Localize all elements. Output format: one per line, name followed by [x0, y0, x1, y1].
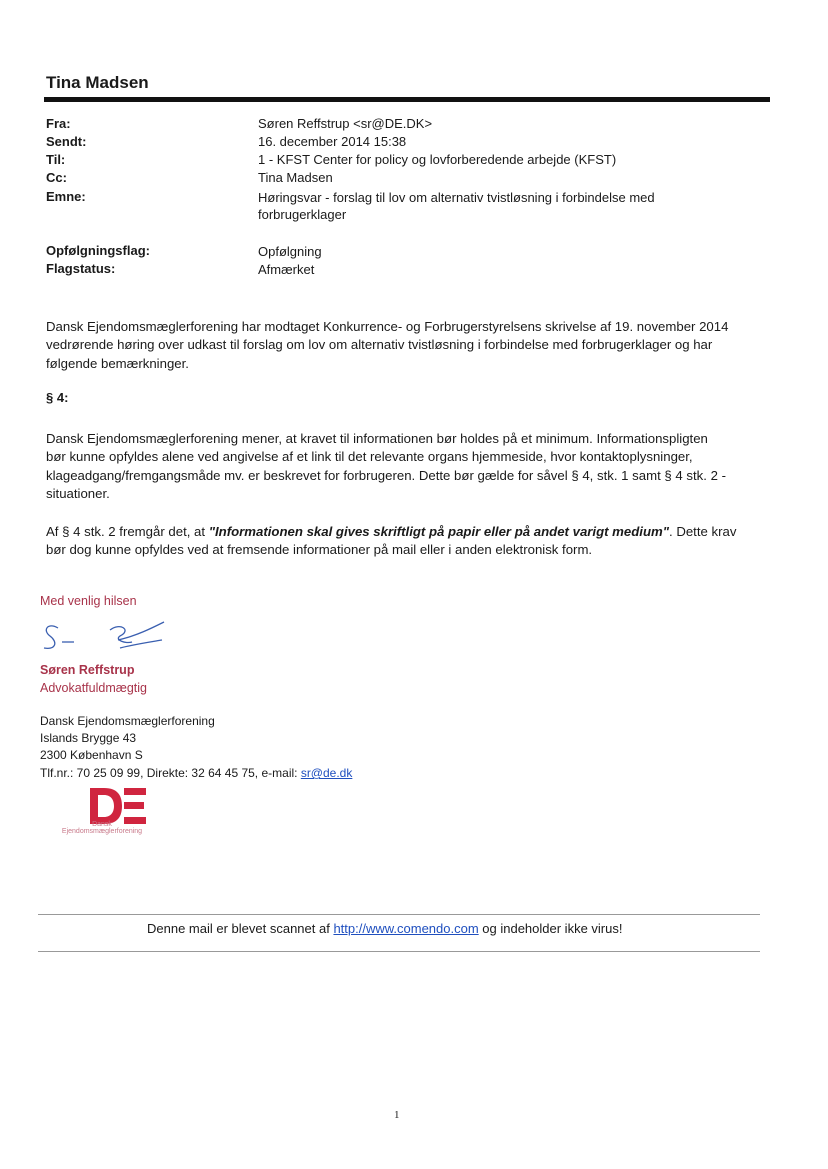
body-paragraph-2	[46, 430, 776, 503]
contact-line	[40, 766, 352, 780]
body-paragraph-1	[46, 318, 776, 373]
sent-label: Sendt:	[46, 134, 87, 149]
city-address: 2300 København S	[40, 748, 143, 762]
scan-notice-post: og indeholder ikke virus!	[478, 921, 623, 936]
text-line	[46, 523, 776, 541]
footer-rule-bottom	[38, 951, 760, 952]
body-paragraph-3	[46, 523, 776, 560]
comendo-link[interactable]: http://www.comendo.com	[333, 921, 479, 936]
subject-value-line1: Høringsvar - forslag til lov om alternativ tvistløsning i forbindelse med	[258, 190, 655, 205]
followup-flag-value: Opfølgning	[258, 244, 322, 259]
scan-notice	[147, 921, 622, 936]
closing-greeting: Med venlig hilsen	[40, 594, 137, 608]
cc-value: Tina Madsen	[258, 170, 333, 185]
handwritten-signature	[40, 616, 170, 660]
street-address: Islands Brygge 43	[40, 731, 137, 745]
flag-status-value: Afmærket	[258, 262, 315, 277]
footer-rule-top	[38, 914, 760, 915]
de-logo-mark	[86, 786, 150, 826]
text-line: følgende bemærkninger.	[46, 355, 189, 371]
subject-label: Emne:	[46, 189, 86, 204]
from-value: Søren Reffstrup <sr@DE.DK>	[258, 116, 433, 131]
sent-value: 16. december 2014 15:38	[258, 134, 407, 149]
text-line: vedrørende høring over udkast til forslag om lov om alternativ tvistløsning i forbindelse med forbrugerklager og har	[46, 337, 713, 353]
text-line: Dansk Ejendomsmæglerforening mener, at kravet til informationen bør holdes på et minimum. Informationspligten	[46, 431, 708, 446]
cc-label: Cc:	[46, 170, 67, 185]
from-label: Fra:	[46, 116, 71, 131]
text-segment: . Dette krav	[669, 524, 737, 539]
text-segment: Af § 4 stk. 2 fremgår det, at	[46, 524, 209, 539]
to-label: Til:	[46, 152, 66, 167]
phone-info: Tlf.nr.: 70 25 09 99, Direkte: 32 64 45 75, e-mail:	[40, 766, 301, 780]
text-line: Dansk Ejendomsmæglerforening har modtaget Konkurrence- og Forbrugerstyrelsens skrivelse af 19. november 2014	[46, 319, 729, 334]
logo-subtitle: Dansk Ejendomsmæglerforening	[61, 821, 143, 835]
followup-flag-label: Opfølgningsflag:	[46, 243, 150, 258]
text-line: bør kunne opfyldes alene ved angivelse af et link til det relevante organs hjemmeside, hvor kontaktoplysninger,	[46, 449, 693, 465]
flag-status-label: Flagstatus:	[46, 261, 116, 276]
to-value: 1 - KFST Center for policy og lovforberedende arbejde (KFST)	[258, 152, 617, 167]
mailbox-owner: Tina Madsen	[46, 73, 149, 92]
header-rule	[44, 97, 770, 102]
signer-name: Søren Reffstrup	[40, 663, 135, 677]
subject-value-line2: forbrugerklager	[258, 207, 347, 222]
de-logo	[86, 786, 150, 826]
text-line: bør dog kunne opfyldes ved at fremsende informationer på mail eller i anden elektronisk form.	[46, 542, 593, 558]
org-name: Dansk Ejendomsmæglerforening	[40, 714, 215, 728]
text-line: klageadgang/fremgangsmåde mv. er beskrevet for forbrugeren. Dette bør gælde for såvel § 4, stk. 1 samt § 4 stk. 2 -	[46, 467, 726, 483]
scan-notice-pre: Denne mail er blevet scannet af	[147, 921, 334, 936]
email-link[interactable]: sr@de.dk	[300, 766, 353, 780]
section-heading: § 4:	[46, 390, 69, 405]
quoted-requirement: "Informationen skal gives skriftligt på papir eller på andet varigt medium"	[208, 524, 669, 539]
signer-title: Advokatfuldmægtig	[40, 681, 148, 695]
text-line: situationer.	[46, 485, 110, 501]
page-number: 1	[394, 1109, 400, 1121]
